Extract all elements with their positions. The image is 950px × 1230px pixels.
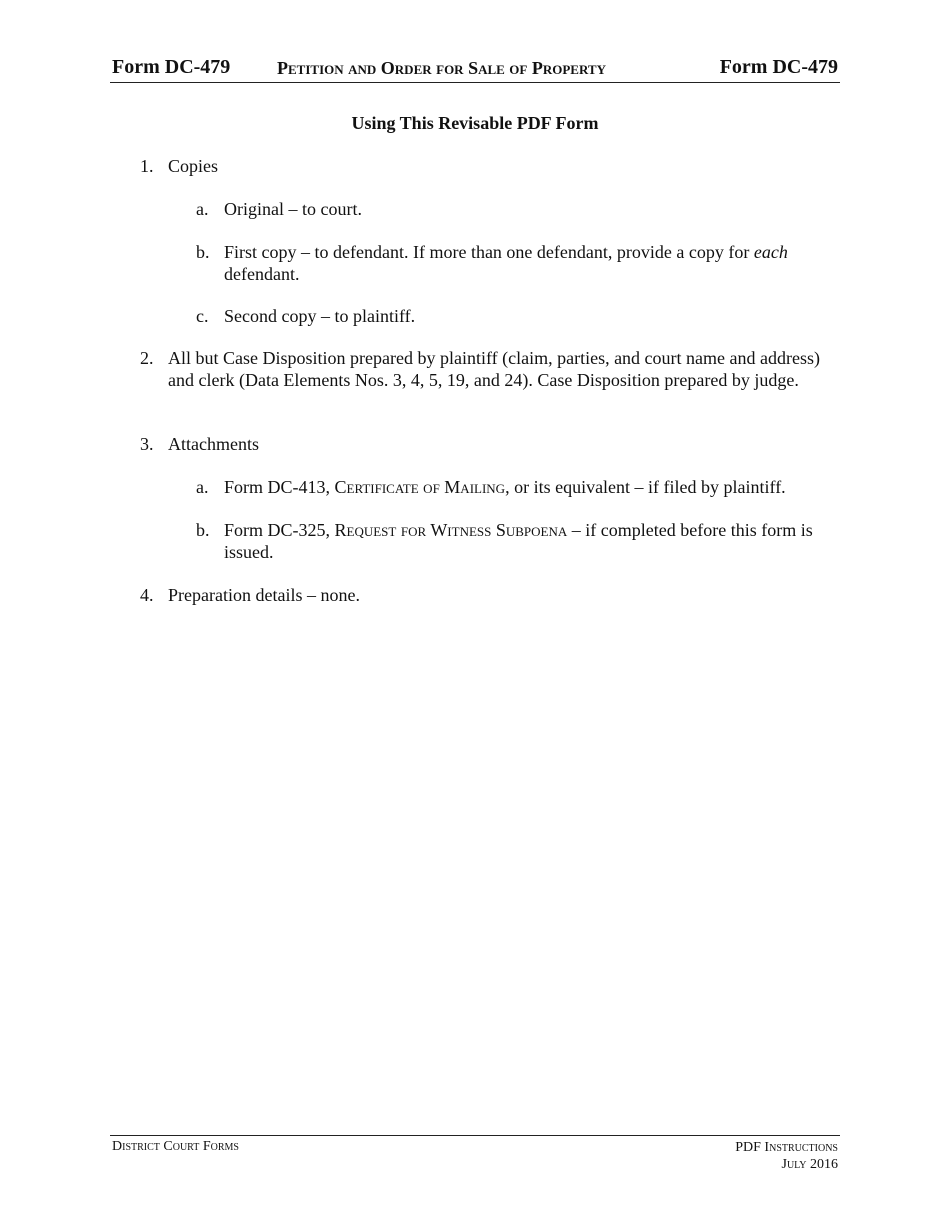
sublist-item-text: Form DC-413, Certificate of Mailing, or its equivalent – if filed by plaintiff. bbox=[224, 477, 786, 497]
document-heading: Using This Revisable PDF Form bbox=[351, 113, 599, 133]
header-form-title: Petition and Order for Sale of Property bbox=[277, 58, 606, 78]
list-item-text: All but Case Disposition prepared by plaintiff (claim, parties, and court name and address) and clerk (Data Elements Nos. 3, 4, 5, 19, and 24). Case Disposition prepared by judge. bbox=[168, 348, 820, 390]
list-item-number: 1. bbox=[140, 156, 154, 176]
form-name-certificate-of-mailing: Certificate of Mailing bbox=[334, 477, 506, 497]
form-name-request-for-witness-subpoena: Request for Witness Subpoena bbox=[334, 520, 568, 540]
sublist-item-letter: b. bbox=[196, 242, 210, 262]
list-item-text: Preparation details – none. bbox=[168, 585, 360, 605]
page-footer bbox=[110, 1135, 840, 1172]
sublist-item-text: Second copy – to plaintiff. bbox=[224, 306, 416, 326]
sublist-item-letter: c. bbox=[196, 306, 209, 326]
list-item-number: 3. bbox=[140, 434, 154, 454]
list-item-text: Attachments bbox=[168, 434, 259, 454]
sublist-item-letter: a. bbox=[196, 477, 209, 497]
list-item-number: 4. bbox=[140, 585, 154, 605]
list-item-number: 2. bbox=[140, 348, 154, 368]
header-form-number-left: Form DC-479 bbox=[112, 56, 231, 78]
footer-document-type: PDF Instructions bbox=[735, 1140, 838, 1155]
sublist-item-text: Original – to court. bbox=[224, 199, 362, 219]
footer-date: July 2016 bbox=[781, 1157, 838, 1172]
sublist-item-letter: a. bbox=[196, 199, 209, 219]
page-header bbox=[110, 56, 840, 83]
header-form-number-right: Form DC-479 bbox=[719, 56, 838, 78]
sublist-item-letter: b. bbox=[196, 520, 210, 540]
emphasis-each: each bbox=[753, 242, 788, 262]
sublist-item-text: Form DC-325, Request for Witness Subpoena – if completed before this form is issued. bbox=[224, 520, 813, 562]
sublist-item-text: First copy – to defendant. If more than one defendant, provide a copy for each defendant. bbox=[224, 242, 788, 284]
footer-source: District Court Forms bbox=[112, 1139, 239, 1154]
list-item-text: Copies bbox=[168, 156, 219, 176]
footer-info bbox=[735, 1139, 838, 1173]
